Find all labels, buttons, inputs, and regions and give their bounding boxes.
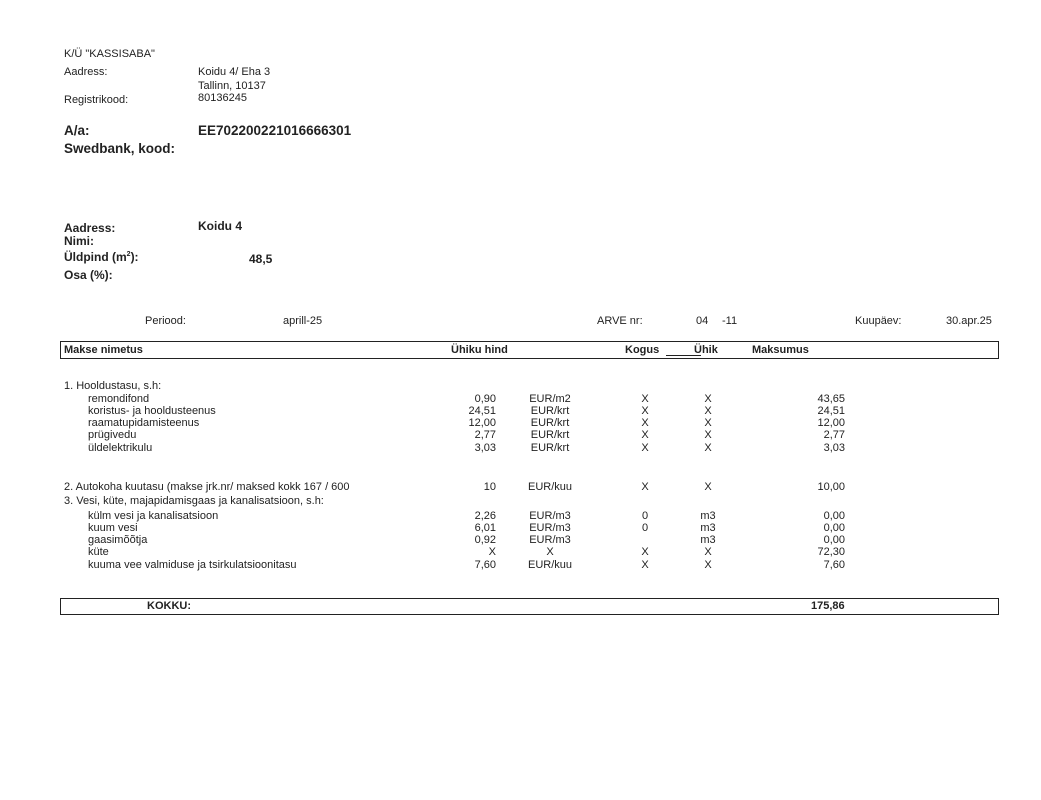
row-unit: X [704,442,712,454]
row-total: 7,60 [823,559,845,571]
row-unit: X [704,429,712,441]
row-qty: 0 [641,510,649,522]
table-row [0,546,1041,557]
row-total: 72,30 [817,546,845,558]
row-unit: m3 [700,534,716,546]
row-price: X [488,546,496,558]
association-name: K/Ü "KASSISABA" [64,48,155,60]
invoice-number-a: 04 [696,315,709,327]
row-price: 2,77 [474,429,496,441]
table-row [0,393,1041,404]
row-qty: X [641,405,649,417]
bank-label: Swedbank, kood: [64,141,176,156]
area-label: Üldpind $(m^2)$: [64,250,139,264]
row-name: kuum vesi [88,522,138,534]
row-total: 0,00 [823,522,845,534]
row-qty: 0 [641,522,649,534]
table-row [0,417,1041,428]
row-name: koristus- ja hooldusteenus [88,405,216,417]
row-price: 0,90 [474,393,496,405]
row-total: 12,00 [817,417,845,429]
row-price: 6,01 [474,522,496,534]
row-per-unit: EUR/krt [530,417,570,429]
header-unit: Ühik [694,344,718,356]
row-total: 0,00 [823,534,845,546]
row-unit: m3 [700,522,716,534]
table-row [0,442,1041,453]
regcode-value: 80136245 [198,92,247,104]
date-label: Kuupäev: [855,315,902,327]
row-price: 3,03 [474,442,496,454]
row-qty: X [641,442,649,454]
association-address-line1: Koidu 4/ Eha 3 [198,66,271,78]
customer-name-label: Nimi: [64,234,94,248]
row-unit: X [704,546,712,558]
table-row [0,559,1041,570]
total-label: KOKKU: [147,600,191,612]
customer-address: Koidu 4 [198,219,242,233]
row-unit: X [704,405,712,417]
row-qty: X [641,559,649,571]
row-unit: X [704,559,712,571]
row-qty: X [641,481,649,493]
period-value: aprill-25 [283,315,323,327]
row-per-unit: EUR/krt [530,429,570,441]
row-price: 10 [483,481,496,493]
row-unit: X [704,481,712,493]
row-per-unit: X [546,546,554,558]
row-price: 12,00 [468,417,496,429]
row-name: remondifond [88,393,150,405]
account-number: EE702200221016666301 [198,123,352,138]
invoice-number-b: -11 [722,315,738,327]
association-address-line2: Tallinn, 10137 [198,80,266,92]
row-price: 7,60 [474,559,496,571]
row-per-unit: EUR/m3 [529,534,571,546]
row-unit: X [704,417,712,429]
share-label: Osa (%): [64,268,113,282]
row-total: 10,00 [817,481,845,493]
row-name: külm vesi ja kanalisatsioon [88,510,219,522]
row-total: 2,77 [823,429,845,441]
account-label: A/a: [64,123,90,138]
header-qty: Kogus [625,344,660,356]
row-name: küte [88,546,109,558]
invoice-number-label: ARVE nr: [597,315,643,327]
row-total: 3,03 [823,442,845,454]
row-name: 2. Autokoha kuutasu (makse jrk.nr/ maksed kokk 167 / 600 [64,481,350,493]
row-per-unit: EUR/m3 [529,522,571,534]
row-qty: X [641,429,649,441]
period-label: Periood: [145,315,186,327]
row-name: gaasimõõtja [88,534,148,546]
row-total: 24,51 [817,405,845,417]
row-qty: X [641,393,649,405]
row-per-unit: EUR/m3 [529,510,571,522]
table-row [0,380,1041,391]
row-price: 2,26 [474,510,496,522]
row-per-unit: EUR/kuu [527,481,573,493]
table-row [0,495,1041,506]
header-price: Ühiku hind [451,344,508,356]
row-total: 43,65 [817,393,845,405]
row-qty: X [641,546,649,558]
row-per-unit: EUR/kuu [527,559,573,571]
header-name: Makse nimetus [64,344,143,356]
area-value: 48,5 [249,252,273,266]
row-qty: X [641,417,649,429]
table-row [0,429,1041,440]
table-row [0,405,1041,416]
association-address-label: Aadress: [64,66,108,78]
row-name: prügivedu [88,429,137,441]
row-name: 3. Vesi, küte, majapidamisgaas ja kanalisatsioon, s.h: [64,495,324,507]
row-name: kuuma vee valmiduse ja tsirkulatsioonitasu [88,559,297,571]
row-per-unit: EUR/krt [530,442,570,454]
row-price: 24,51 [468,405,496,417]
row-per-unit: EUR/krt [530,405,570,417]
row-unit: m3 [700,510,716,522]
row-name: üldelektrikulu [88,442,153,454]
row-unit: X [704,393,712,405]
row-name: 1. Hooldustasu, s.h: [64,380,162,392]
table-row [0,481,1041,492]
customer-address-label: Aadress: [64,221,116,235]
table-header [60,341,999,359]
row-name: raamatupidamisteenus [88,417,200,429]
row-total: 0,00 [823,510,845,522]
row-per-unit: EUR/m2 [529,393,571,405]
total-value: 175,86 [811,600,845,612]
date-value: 30.apr.25 [946,315,992,327]
row-price: 0,92 [474,534,496,546]
header-total: Maksumus [752,344,809,356]
table-row [0,534,1041,545]
table-row [0,522,1041,533]
table-row [0,510,1041,521]
total-row [60,598,999,615]
regcode-label: Registrikood: [64,94,129,106]
